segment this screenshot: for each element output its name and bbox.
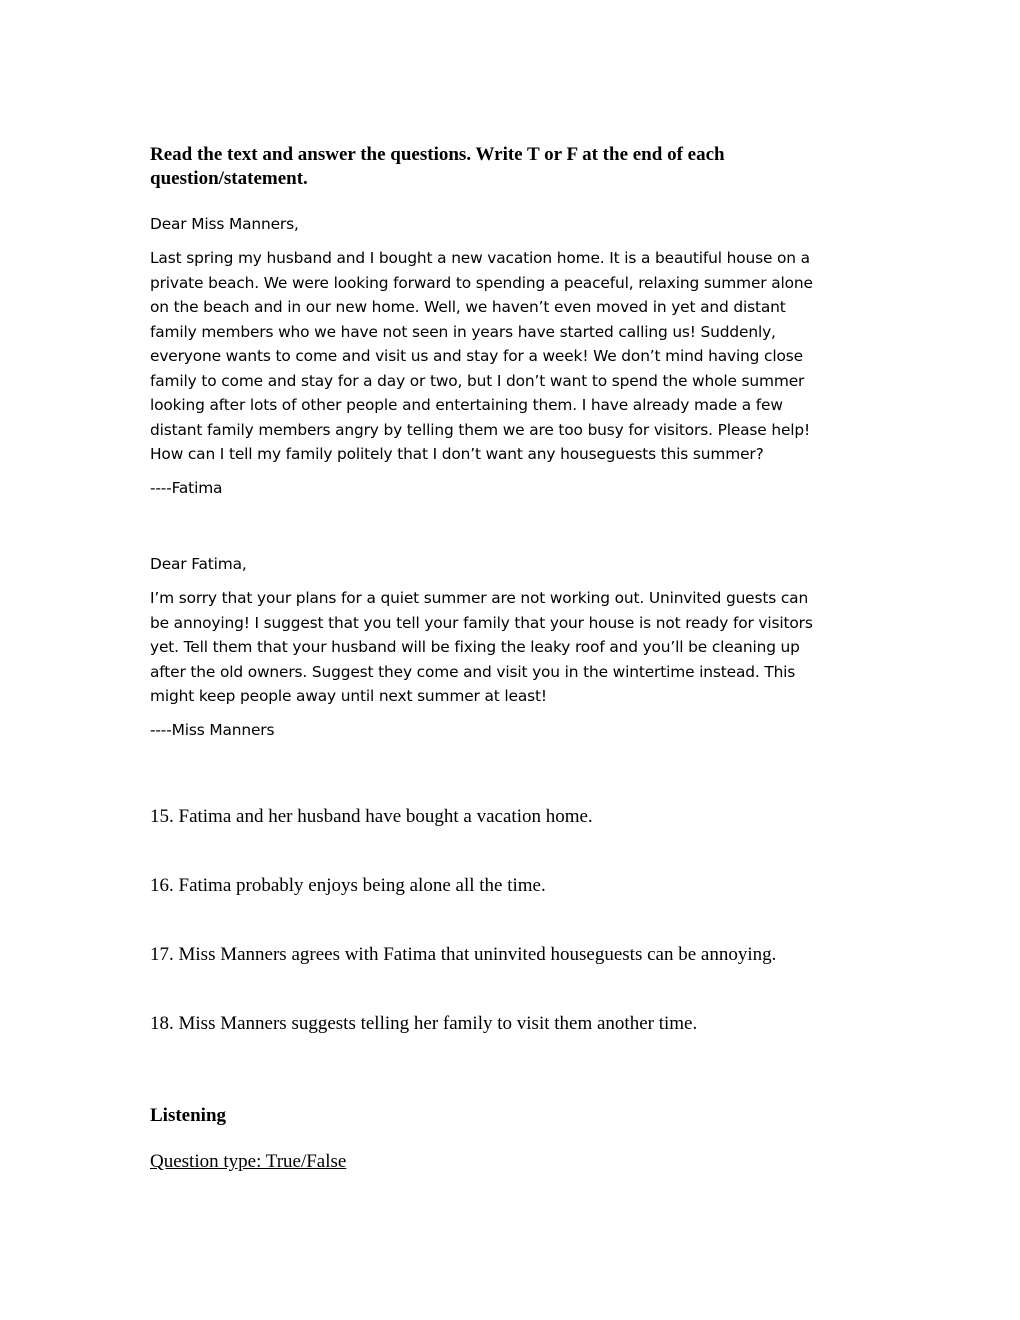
letter1-body	[150, 246, 868, 467]
letter2-salutation: Dear Fatima,	[150, 555, 247, 573]
letter1-line: on the beach and in our new home. Well, we haven’t even moved in yet and distant	[150, 298, 786, 316]
question-18: 18. Miss Manners suggests telling her family to visit them another time.	[150, 1013, 698, 1034]
letter2-line: I’m sorry that your plans for a quiet summer are not working out. Uninvited guests can	[150, 589, 809, 607]
instruction-line-2: question/statement.	[150, 168, 308, 189]
letter2-line: after the old owners. Suggest they come and visit you in the wintertime instead. This	[150, 662, 796, 681]
letter1-line: everyone wants to come and visit us and stay for a week! We don’t mind having close	[150, 347, 803, 365]
letter2-signoff: ----Miss Manners	[150, 721, 275, 739]
question-16: 16. Fatima probably enjoys being alone all the time.	[150, 875, 546, 896]
question-17: 17. Miss Manners agrees with Fatima that uninvited houseguests can be annoying.	[150, 944, 777, 965]
letter1-line: looking after lots of other people and entertaining them. I have already made a few	[150, 396, 783, 414]
letter2-line: yet. Tell them that your husband will be fixing the leaky roof and you’ll be cleaning up	[150, 638, 800, 656]
letter1-salutation: Dear Miss Manners,	[150, 215, 299, 233]
letter1-line: private beach. We were looking forward to spending a peaceful, relaxing summer alone	[150, 273, 813, 292]
question-15: 15. Fatima and her husband have bought a vacation home.	[150, 806, 593, 827]
letter1-signoff: ----Fatima	[150, 479, 223, 497]
document-page	[150, 0, 870, 1320]
instruction-text	[150, 143, 850, 191]
letter1-line: family to come and stay for a day or two, but I don’t want to spend the whole summer	[150, 371, 805, 390]
letter2-line: might keep people away until next summer at least!	[150, 687, 547, 705]
instruction-line-1: Read the text and answer the questions. Write T or F at the end of each	[150, 144, 725, 165]
question-type-label: Question type: True/False	[150, 1151, 347, 1172]
letter1-line: Last spring my husband and I bought a new vacation home. It is a beautiful house on a	[150, 249, 810, 267]
letter1-line: How can I tell my family politely that I don’t want any houseguests this summer?	[150, 445, 764, 463]
listening-heading: Listening	[150, 1105, 227, 1126]
letter1-line: distant family members angry by telling them we are too busy for visitors. Please help!	[150, 420, 811, 439]
letter2-line: be annoying! I suggest that you tell your family that your house is not ready for visitors	[150, 613, 813, 632]
letter2-body	[150, 586, 868, 709]
letter1-line: family members who we have not seen in years have started calling us! Suddenly,	[150, 322, 776, 341]
